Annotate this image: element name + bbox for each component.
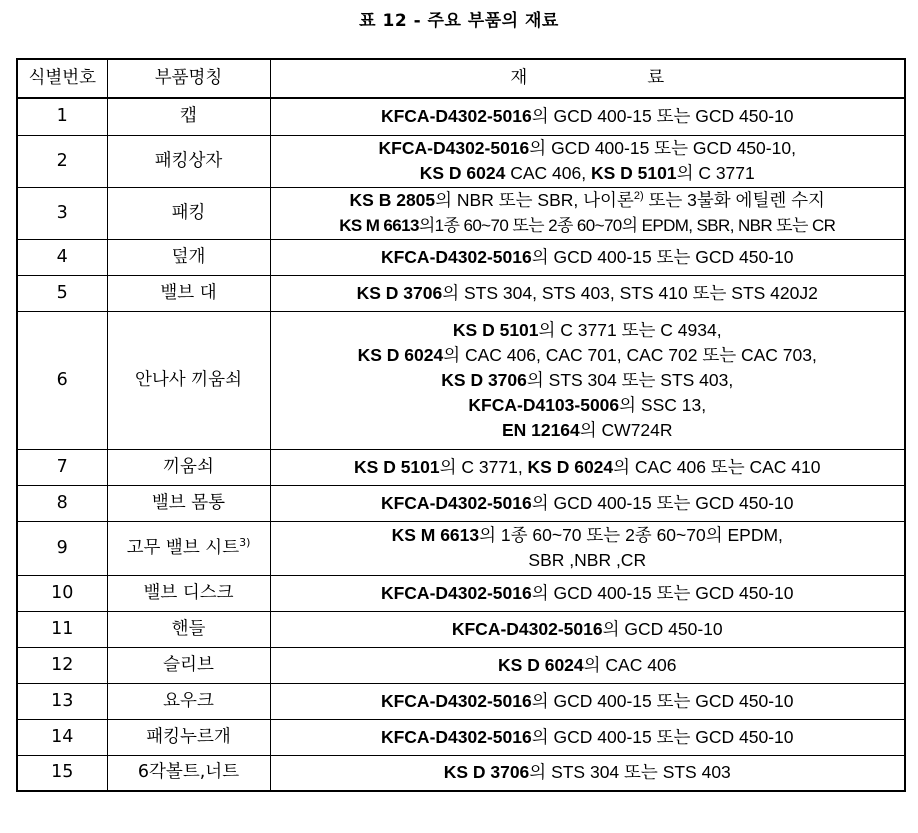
material-text: 의 GCD 400-15 또는 GCD 450-10 bbox=[531, 246, 794, 267]
material-text: 의 CAC 406, CAC 701, CAC 702 또는 CAC 703, bbox=[443, 344, 817, 365]
row-part-name bbox=[107, 683, 270, 719]
material-text: 의 GCD 400-15 또는 GCD 450-10 bbox=[531, 492, 794, 513]
material-line bbox=[273, 760, 903, 785]
standard-code: KS D 5101 bbox=[452, 319, 539, 340]
header-material bbox=[270, 59, 905, 98]
material-line bbox=[273, 188, 903, 213]
material-text: 의 STS 304 또는 STS 403, bbox=[526, 369, 734, 390]
row-id-text: 4 bbox=[56, 246, 68, 267]
material-text: 의 GCD 400-15 또는 GCD 450-10 bbox=[531, 726, 794, 747]
part-name-text: 안나사 끼움쇠 bbox=[135, 369, 242, 390]
standard-code: KS D 6024 bbox=[527, 456, 614, 477]
table-row bbox=[17, 98, 905, 135]
footnote-ref: 2) bbox=[633, 190, 644, 203]
table-row bbox=[17, 611, 905, 647]
row-id-text: 2 bbox=[56, 150, 68, 171]
header-row bbox=[17, 59, 905, 98]
standard-code: KS M 6613 bbox=[339, 216, 419, 235]
row-part-name bbox=[107, 485, 270, 521]
row-id bbox=[17, 719, 107, 755]
row-id bbox=[17, 485, 107, 521]
row-material bbox=[270, 275, 905, 311]
row-id bbox=[17, 98, 107, 135]
material-line bbox=[273, 104, 903, 129]
row-id-text: 8 bbox=[56, 492, 68, 513]
table-row bbox=[17, 311, 905, 449]
material-text: SBR ,NBR ,CR bbox=[528, 550, 647, 570]
standard-code: KS D 5101 bbox=[354, 456, 440, 477]
material-text: 의1종 60~70 또는 2종 60~70의 EPDM, SBR, NBR 또는 CR bbox=[418, 216, 836, 235]
part-name-text: 고무 밸브 시트 bbox=[126, 537, 240, 558]
material-line bbox=[273, 393, 903, 418]
row-material bbox=[270, 521, 905, 575]
table-row bbox=[17, 485, 905, 521]
row-material bbox=[270, 449, 905, 485]
row-id bbox=[17, 187, 107, 239]
material-text: 의 C 3771 bbox=[676, 163, 755, 183]
row-material bbox=[270, 755, 905, 791]
row-part-name bbox=[107, 647, 270, 683]
row-material bbox=[270, 187, 905, 239]
table-row bbox=[17, 575, 905, 611]
standard-code: KS D 3706 bbox=[441, 369, 527, 390]
row-material bbox=[270, 135, 905, 187]
row-id bbox=[17, 275, 107, 311]
material-line bbox=[273, 136, 903, 161]
material-text: 의 GCD 400-15 또는 GCD 450-10 bbox=[531, 106, 794, 127]
material-text: 의 1종 60~70 또는 2종 60~70의 EPDM, bbox=[479, 525, 783, 545]
row-id-text: 3 bbox=[56, 202, 68, 223]
row-id bbox=[17, 239, 107, 275]
row-id-text: 7 bbox=[56, 456, 68, 477]
part-name-text: 패킹 bbox=[171, 202, 206, 223]
standard-code: KFCA-D4302-5016 bbox=[451, 618, 603, 639]
row-part-name bbox=[107, 755, 270, 791]
table-row bbox=[17, 683, 905, 719]
material-line bbox=[273, 548, 903, 573]
standard-code: KS D 6024 bbox=[357, 344, 444, 365]
material-line bbox=[273, 523, 903, 548]
standard-code: KFCA-D4302-5016 bbox=[380, 492, 532, 513]
material-line bbox=[273, 581, 903, 606]
row-id bbox=[17, 135, 107, 187]
standard-code: KS D 3706 bbox=[356, 282, 443, 303]
material-line bbox=[273, 368, 903, 393]
part-name-text: 끼움쇠 bbox=[163, 456, 214, 477]
material-text: 의 GCD 400-15 또는 GCD 450-10 bbox=[531, 582, 794, 603]
row-id-text: 14 bbox=[51, 726, 74, 747]
material-text: CAC 406, bbox=[505, 163, 591, 183]
row-part-name bbox=[107, 135, 270, 187]
standard-code: KS D 3706 bbox=[443, 762, 530, 783]
standard-code: KFCA-D4302-5016 bbox=[380, 690, 532, 711]
part-name-text: 패킹누르개 bbox=[146, 726, 231, 747]
material-line bbox=[273, 689, 903, 714]
material-line bbox=[273, 318, 903, 343]
table-row bbox=[17, 647, 905, 683]
footnote-ref: 3) bbox=[239, 535, 251, 549]
row-part-name bbox=[107, 311, 270, 449]
table-row bbox=[17, 755, 905, 791]
table-row bbox=[17, 275, 905, 311]
material-text: 의 STS 304, STS 403, STS 410 또는 STS 420J2 bbox=[442, 282, 818, 303]
material-text: 의 STS 304 또는 STS 403 bbox=[529, 762, 731, 783]
row-part-name bbox=[107, 521, 270, 575]
material-text: 또는 3불화 에틸렌 수지 bbox=[643, 190, 825, 210]
part-name-text: 밸브 대 bbox=[160, 282, 217, 303]
part-name-text: 덮개 bbox=[171, 246, 206, 267]
material-line bbox=[273, 455, 903, 480]
row-id-text: 12 bbox=[51, 654, 74, 675]
row-id-text: 15 bbox=[51, 762, 74, 783]
part-name-text: 밸브 몸통 bbox=[151, 492, 226, 513]
row-part-name bbox=[107, 275, 270, 311]
row-part-name bbox=[107, 575, 270, 611]
part-name-text: 밸브 디스크 bbox=[143, 582, 234, 603]
part-name-text: 슬리브 bbox=[163, 654, 214, 675]
row-part-name bbox=[107, 98, 270, 135]
material-line bbox=[273, 617, 903, 642]
row-id bbox=[17, 575, 107, 611]
row-material bbox=[270, 647, 905, 683]
material-line bbox=[273, 725, 903, 750]
table-title: 표 12 - 주요 부품의 재료 bbox=[359, 11, 559, 31]
row-id-text: 9 bbox=[56, 537, 68, 558]
row-id bbox=[17, 755, 107, 791]
row-material bbox=[270, 575, 905, 611]
row-material bbox=[270, 239, 905, 275]
materials-table bbox=[16, 58, 906, 792]
header-material-char: 재 bbox=[510, 68, 528, 88]
part-name-text: 캡 bbox=[180, 106, 197, 127]
standard-code: KFCA-D4103-5006 bbox=[468, 394, 620, 415]
row-material bbox=[270, 719, 905, 755]
table-row bbox=[17, 719, 905, 755]
part-name-text: 패킹상자 bbox=[154, 150, 223, 171]
row-part-name bbox=[107, 719, 270, 755]
table-row bbox=[17, 187, 905, 239]
row-id bbox=[17, 611, 107, 647]
standard-code: KS M 6613 bbox=[391, 525, 480, 545]
standard-code: KS D 6024 bbox=[498, 654, 584, 675]
material-line bbox=[273, 418, 903, 443]
row-id bbox=[17, 683, 107, 719]
row-part-name bbox=[107, 449, 270, 485]
standard-code: KFCA-D4302-5016 bbox=[380, 106, 532, 127]
material-text: 의 GCD 400-15 또는 GCD 450-10, bbox=[529, 138, 796, 158]
standard-code: KFCA-D4302-5016 bbox=[380, 726, 532, 747]
row-material bbox=[270, 611, 905, 647]
row-material bbox=[270, 98, 905, 135]
table-row bbox=[17, 239, 905, 275]
material-line bbox=[273, 213, 903, 238]
standard-code: KFCA-D4302-5016 bbox=[378, 138, 530, 158]
row-part-name bbox=[107, 187, 270, 239]
row-id bbox=[17, 449, 107, 485]
part-name-text: 핸들 bbox=[171, 618, 206, 639]
standard-code: KFCA-D4302-5016 bbox=[380, 582, 532, 603]
row-id-text: 6 bbox=[56, 369, 68, 390]
standard-code: EN 12164 bbox=[501, 419, 580, 440]
row-material bbox=[270, 683, 905, 719]
material-line bbox=[273, 281, 903, 306]
row-part-name bbox=[107, 239, 270, 275]
material-line bbox=[273, 491, 903, 516]
part-name-text: 6각볼트,너트 bbox=[137, 762, 240, 783]
material-line bbox=[273, 161, 903, 186]
part-name-text: 요우크 bbox=[163, 690, 214, 711]
material-text: 의 CW724R bbox=[579, 419, 673, 440]
material-text: 의 CAC 406 또는 CAC 410 bbox=[613, 456, 821, 477]
row-id-text: 11 bbox=[51, 618, 74, 639]
table-body bbox=[17, 98, 905, 791]
material-text: 의 CAC 406 bbox=[583, 654, 677, 675]
row-material bbox=[270, 311, 905, 449]
header-id: 식별번호 bbox=[17, 59, 107, 98]
standard-code: KS B 2805 bbox=[349, 190, 436, 210]
table-row bbox=[17, 135, 905, 187]
row-id bbox=[17, 311, 107, 449]
material-text: 의 NBR 또는 SBR, 나이론 bbox=[435, 190, 634, 210]
material-text: 의 SSC 13, bbox=[619, 394, 707, 415]
material-text: 의 GCD 450-10 bbox=[602, 618, 723, 639]
header-material-char: 료 bbox=[647, 68, 665, 88]
material-line bbox=[273, 343, 903, 368]
material-line bbox=[273, 245, 903, 270]
row-id bbox=[17, 521, 107, 575]
row-id-text: 1 bbox=[56, 106, 68, 127]
row-id-text: 5 bbox=[56, 282, 68, 303]
standard-code: KS D 6024 bbox=[419, 163, 506, 183]
row-material bbox=[270, 485, 905, 521]
standard-code: KFCA-D4302-5016 bbox=[380, 246, 532, 267]
row-id bbox=[17, 647, 107, 683]
material-text: 의 GCD 400-15 또는 GCD 450-10 bbox=[531, 690, 794, 711]
standard-code: KS D 5101 bbox=[590, 163, 677, 183]
row-part-name bbox=[107, 611, 270, 647]
table-row bbox=[17, 449, 905, 485]
material-text: 의 C 3771 또는 C 4934, bbox=[538, 319, 722, 340]
material-line bbox=[273, 653, 903, 678]
row-id-text: 10 bbox=[51, 582, 74, 603]
table-row bbox=[17, 521, 905, 575]
row-id-text: 13 bbox=[51, 690, 74, 711]
header-name: 부품명칭 bbox=[107, 59, 270, 98]
material-text: 의 C 3771, bbox=[439, 456, 528, 477]
